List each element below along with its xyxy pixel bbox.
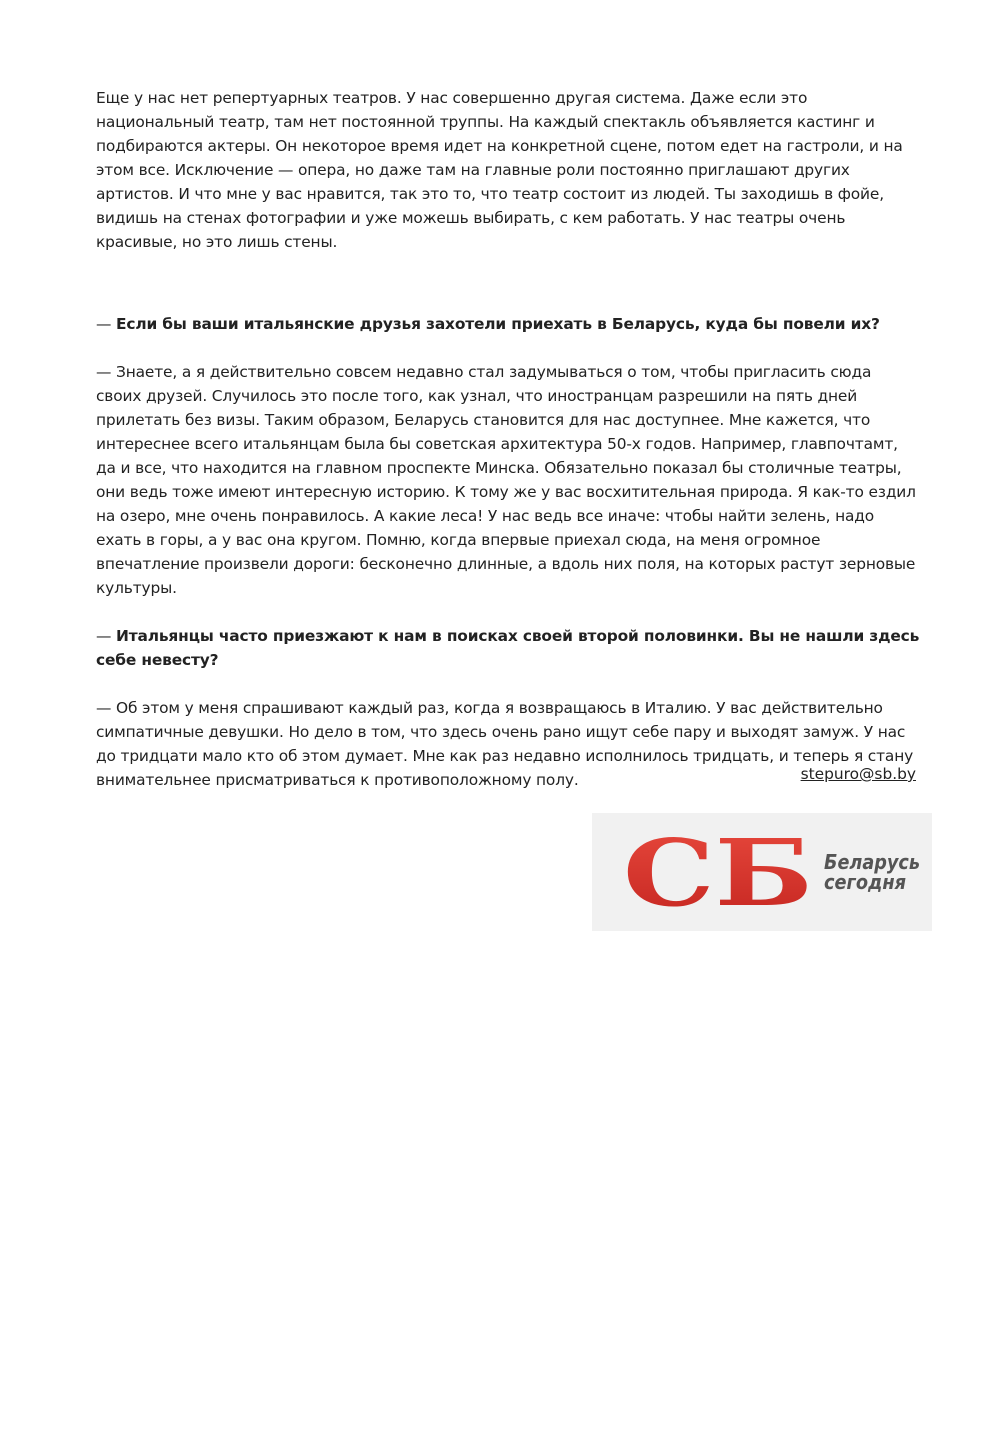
question-text: Если бы ваши итальянские друзья захотели приехать в Беларусь, куда бы повели их?	[115, 315, 880, 333]
question-text: Итальянцы часто приезжают к нам в поисках своей второй половинки. Вы не нашли здесь себе невесту?	[96, 627, 920, 669]
author-email-link[interactable]: stepuro@sb.by	[800, 765, 916, 783]
interview-question	[96, 312, 920, 336]
question-dash: —	[96, 315, 116, 333]
sb-logo-line2: сегодня	[824, 870, 907, 894]
interview-question	[96, 624, 920, 672]
interview-answer: — Знаете, а я действительно совсем недавно стал задумываться о том, чтобы пригласить сюда своих друзей. Случилось это после того, как узнал, что иностранцам разрешили на пять дней прилетать без визы. Таким образом, Беларусь становится для нас доступнее. Мне кажется, что интереснее всего итальянцам была бы советская архитектура 50-х годов. Например, главпочтамт, да и все, что находится на главном проспекте Минска. Обязательно показал бы столичные театры, они ведь тоже имеют интересную историю. К тому же у вас восхитительная природа. Я как-то ездил на озеро, мне очень понравилось. А какие леса! У нас ведь все иначе: чтобы найти зелень, надо ехать в горы, а у вас она кругом. Помню, когда впервые приехал сюда, на меня огромное впечатление произвели дороги: бесконечно длинные, а вдоль них поля, на которых растут зерновые культуры.	[96, 363, 916, 597]
sb-logo-graphic	[592, 813, 932, 931]
question-dash: —	[96, 627, 116, 645]
sb-logo-line1: Беларусь	[824, 850, 920, 874]
sb-logo-letters: СБ	[623, 819, 813, 927]
article-body	[96, 86, 920, 816]
article-paragraph: Еще у нас нет репертуарных театров. У нас совершенно другая система. Даже если это национальный театр, там нет постоянной труппы. На каждый спектакль объявляется кастинг и подбираются актеры. Он некоторое время идет на конкретной сцене, потом едет на гастроли, и на этом все. Исключение — опера, но даже там на главные роли постоянно приглашают других артистов. И что мне у вас нравится, так это то, что театр состоит из людей. Ты заходишь в фойе, видишь на стенах фотографии и уже можешь выбирать, с кем работать. У нас театры очень красивые, но это лишь стены.	[96, 89, 903, 251]
sb-logo	[592, 813, 932, 931]
interview-answer: — Об этом у меня спрашивают каждый раз, когда я возвращаюсь в Италию. У вас действительно симпатичные девушки. Но дело в том, что здесь очень рано ищут себе пару и выходят замуж. У нас до тридцати мало кто об этом думает. Мне как раз недавно исполнилось тридцать, и теперь я стану внимательнее присматриваться к противоположному полу.	[96, 699, 914, 789]
